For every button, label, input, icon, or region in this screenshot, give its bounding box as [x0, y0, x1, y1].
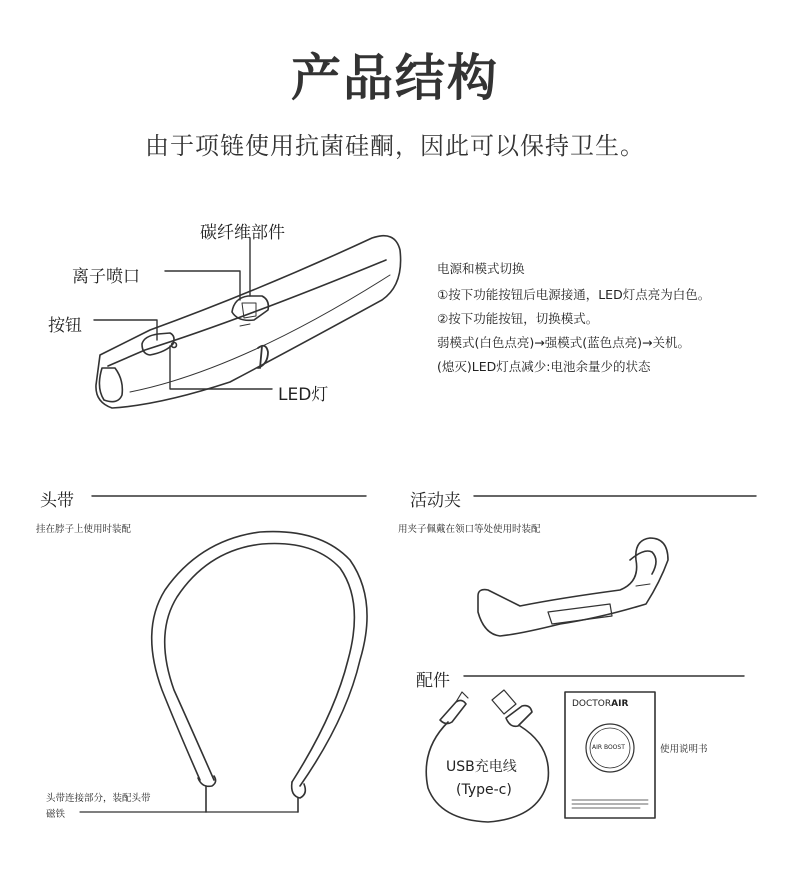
power-mode-line: 弱模式(白色点亮)→强模式(蓝色点亮)→关机。	[437, 335, 690, 350]
manual-brand-suffix: AIR	[611, 699, 629, 709]
device-illustration	[96, 236, 401, 408]
label-button: 按钮	[48, 316, 82, 336]
page-title: 产品结构	[291, 49, 499, 107]
headband-illustration	[80, 532, 367, 812]
power-mode-heading: 电源和模式切换	[437, 261, 525, 276]
headband-note: 挂在脖子上使用时装配	[36, 524, 132, 535]
manual-label: 使用说明书	[660, 744, 708, 755]
clip-section-title: 活动夹	[410, 491, 461, 511]
label-ion-nozzle: 离子喷口	[72, 267, 140, 287]
power-mode-line: ①按下功能按钮后电源接通，LED灯点亮为白色。	[437, 287, 711, 302]
headband-connection-note: 头带连接部分，装配头带	[46, 793, 151, 804]
headband-section-title: 头带	[40, 491, 74, 511]
clip-note: 用夹子佩戴在领口等处使用时装配	[398, 524, 541, 535]
callout-leaders	[94, 238, 272, 389]
manual-brand	[572, 699, 628, 709]
accessories-section-title: 配件	[416, 671, 450, 691]
usb-cable-label: USB充电线	[446, 759, 517, 775]
usb-cable-type-label: (Type-c)	[456, 782, 512, 798]
power-mode-line: ②按下功能按钮，切换模式。	[437, 311, 599, 326]
label-led: LED灯	[278, 385, 329, 405]
manual-illustration	[565, 692, 655, 818]
page-subtitle: 由于项链使用抗菌硅酮，因此可以保持卫生。	[145, 132, 645, 160]
manual-brand-prefix: DOCTOR	[572, 699, 612, 709]
power-mode-line: (熄灭)LED灯点减少:电池余量少的状态	[437, 359, 651, 374]
headband-connection-note: 磁铁	[46, 809, 66, 820]
label-carbon-fiber: 碳纤维部件	[200, 223, 285, 243]
clip-illustration	[478, 538, 668, 636]
manual-product-name: AIR BOOST	[592, 744, 625, 751]
